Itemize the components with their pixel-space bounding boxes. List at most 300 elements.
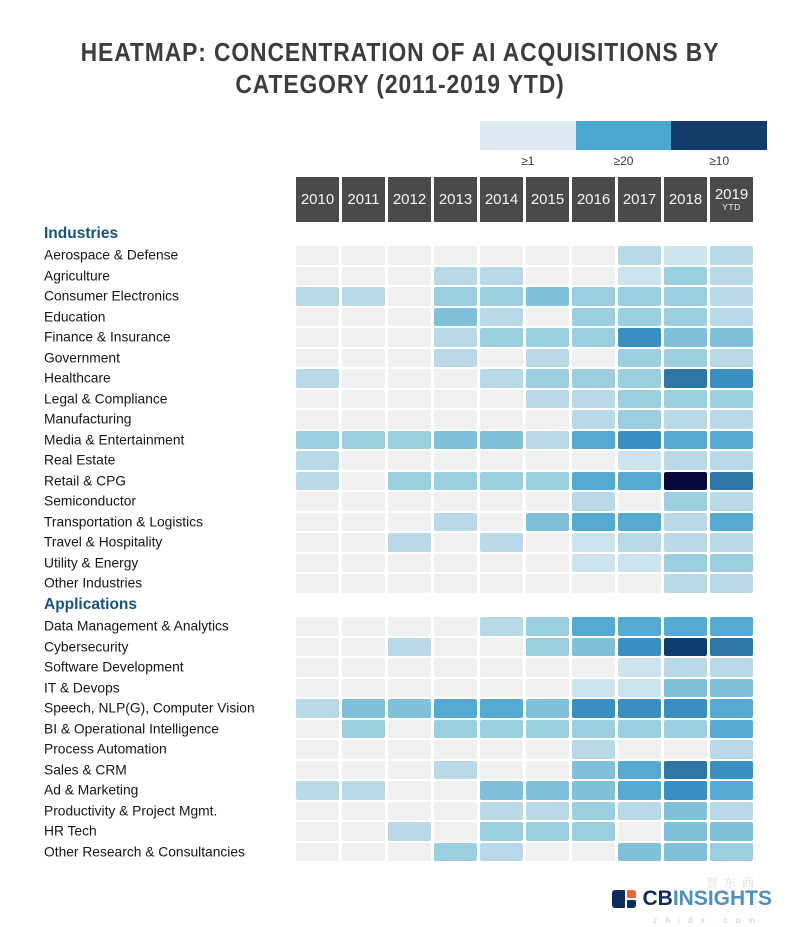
row-cells [296, 246, 756, 265]
year-header-2011 [342, 177, 385, 222]
heatmap-cell [296, 513, 339, 532]
heatmap-cell [480, 802, 523, 821]
heatmap-cell [342, 328, 385, 347]
heatmap-cell [342, 822, 385, 841]
heatmap-cell [572, 679, 615, 698]
heatmap-cell [526, 410, 569, 429]
year-header-label: 2011 [347, 190, 380, 208]
heatmap-cell [618, 410, 661, 429]
heatmap-cell [664, 761, 707, 780]
heatmap-row [0, 842, 800, 863]
heatmap-cell [526, 492, 569, 511]
legend-segment [480, 121, 576, 150]
row-label: Finance & Insurance [44, 329, 171, 345]
year-header-2018 [664, 177, 707, 222]
heatmap-cell [664, 492, 707, 511]
heatmap-cell [710, 410, 753, 429]
row-cells [296, 843, 756, 862]
heatmap-cell [342, 369, 385, 388]
heatmap-row [0, 532, 800, 553]
heatmap-cell [388, 720, 431, 739]
heatmap-cell [618, 617, 661, 636]
heatmap-cell [572, 246, 615, 265]
legend-color-bar [480, 121, 767, 150]
heatmap-cell [710, 761, 753, 780]
heatmap-cell [710, 513, 753, 532]
heatmap-cell [434, 349, 477, 368]
row-cells [296, 740, 756, 759]
heatmap-cell [434, 699, 477, 718]
heatmap-cell [664, 349, 707, 368]
heatmap-cell [618, 513, 661, 532]
heatmap-cell [388, 349, 431, 368]
heatmap-cell [434, 267, 477, 286]
logo-block-orange [627, 890, 636, 898]
row-label: Manufacturing [44, 411, 132, 427]
heatmap-cell [296, 451, 339, 470]
heatmap-cell [710, 308, 753, 327]
heatmap-row [0, 307, 800, 328]
heatmap-cell [572, 369, 615, 388]
cbinsights-logo [612, 887, 772, 911]
heatmap-cell [480, 617, 523, 636]
heatmap-row [0, 678, 800, 699]
row-label: Government [44, 350, 120, 366]
page-title [48, 36, 752, 100]
heatmap-cell [618, 554, 661, 573]
heatmap-cell [572, 574, 615, 593]
heatmap-cell [388, 328, 431, 347]
heatmap-cell [572, 638, 615, 657]
heatmap-cell [388, 431, 431, 450]
heatmap-cell [434, 451, 477, 470]
row-label: Real Estate [44, 452, 116, 468]
heatmap-cell [526, 513, 569, 532]
heatmap-cell [710, 679, 753, 698]
heatmap-cell [618, 658, 661, 677]
heatmap-cell [434, 740, 477, 759]
heatmap-cell [388, 699, 431, 718]
heatmap-cell [664, 451, 707, 470]
heatmap-cell [434, 246, 477, 265]
heatmap-cell [526, 574, 569, 593]
heatmap-cell [480, 720, 523, 739]
heatmap-cell [618, 369, 661, 388]
heatmap-cell [526, 679, 569, 698]
heatmap-cell [572, 431, 615, 450]
heatmap-row [0, 512, 800, 533]
heatmap-cell [526, 431, 569, 450]
heatmap-cell [480, 554, 523, 573]
heatmap-cell [296, 658, 339, 677]
heatmap-cell [342, 349, 385, 368]
heatmap-cell [388, 369, 431, 388]
row-cells [296, 308, 756, 327]
heatmap-cell [710, 554, 753, 573]
row-label: BI & Operational Intelligence [44, 721, 219, 737]
heatmap-cell [434, 802, 477, 821]
heatmap-row [0, 739, 800, 760]
heatmap-cell [434, 720, 477, 739]
heatmap-cell [618, 492, 661, 511]
heatmap-row [0, 780, 800, 801]
row-cells [296, 638, 756, 657]
heatmap-row [0, 409, 800, 430]
heatmap-cell [572, 492, 615, 511]
row-label: Semiconductor [44, 493, 137, 509]
heatmap-cell [664, 679, 707, 698]
heatmap-cell [342, 638, 385, 657]
heatmap-cell [434, 822, 477, 841]
heatmap-cell [664, 843, 707, 862]
row-cells [296, 328, 756, 347]
heatmap-cell [342, 658, 385, 677]
row-cells [296, 617, 756, 636]
heatmap-cell [526, 308, 569, 327]
heatmap-cell [296, 308, 339, 327]
heatmap-row [0, 389, 800, 410]
heatmap-cell [388, 554, 431, 573]
legend-label: ≥10 [709, 154, 730, 168]
heatmap-cell [342, 802, 385, 821]
heatmap-cell [342, 492, 385, 511]
heatmap-cell [388, 308, 431, 327]
heatmap-cell [618, 451, 661, 470]
row-label: HR Tech [44, 823, 97, 839]
heatmap-cell [388, 658, 431, 677]
heatmap-cell [388, 533, 431, 552]
row-label: Speech, NLP(G), Computer Vision [44, 700, 255, 716]
heatmap-cell [342, 720, 385, 739]
watermark-url: z h i d x . c o m [653, 916, 758, 925]
heatmap-cell [434, 761, 477, 780]
heatmap-cell [480, 781, 523, 800]
legend-label: ≥20 [613, 154, 634, 168]
heatmap-cell [526, 720, 569, 739]
heatmap-cell [342, 431, 385, 450]
year-header-2013 [434, 177, 477, 222]
heatmap-cell [572, 554, 615, 573]
legend-segment [671, 121, 767, 150]
heatmap-cell [664, 513, 707, 532]
row-cells [296, 554, 756, 573]
row-label: Utility & Energy [44, 555, 139, 571]
row-label: Legal & Compliance [44, 391, 168, 407]
heatmap-cell [296, 761, 339, 780]
heatmap-cell [388, 761, 431, 780]
heatmap-cell [572, 658, 615, 677]
row-label: Sales & CRM [44, 762, 127, 778]
heatmap-row [0, 491, 800, 512]
heatmap-cell [296, 617, 339, 636]
heatmap-row [0, 801, 800, 822]
heatmap-cell [710, 369, 753, 388]
heatmap-row [0, 553, 800, 574]
row-label: IT & Devops [44, 680, 120, 696]
heatmap-cell [296, 287, 339, 306]
heatmap-cell [526, 617, 569, 636]
heatmap-cell [618, 679, 661, 698]
heatmap-cell [572, 720, 615, 739]
heatmap-cell [526, 761, 569, 780]
heatmap-cell [710, 699, 753, 718]
heatmap-cell [388, 679, 431, 698]
row-cells [296, 287, 756, 306]
heatmap-cell [296, 843, 339, 862]
year-header-2012 [388, 177, 431, 222]
logo-text-insights: INSIGHTS [672, 887, 772, 910]
heatmap-cell [618, 431, 661, 450]
heatmap-cell [572, 349, 615, 368]
heatmap-cell [342, 617, 385, 636]
heatmap-cell [480, 761, 523, 780]
row-label: Media & Entertainment [44, 432, 185, 448]
heatmap-cell [480, 638, 523, 657]
heatmap-cell [526, 369, 569, 388]
heatmap-cell [526, 451, 569, 470]
heatmap-cell [710, 472, 753, 491]
heatmap-cell [664, 554, 707, 573]
heatmap-cell [572, 472, 615, 491]
heatmap-row [0, 348, 800, 369]
heatmap-cell [710, 802, 753, 821]
heatmap-row [0, 327, 800, 348]
heatmap-cell [434, 410, 477, 429]
heatmap-cell [388, 843, 431, 862]
heatmap-cell [480, 822, 523, 841]
heatmap-cell [480, 349, 523, 368]
heatmap-cell [434, 638, 477, 657]
heatmap-cell [342, 574, 385, 593]
heatmap-cell [342, 699, 385, 718]
heatmap-cell [526, 246, 569, 265]
heatmap-cell [710, 349, 753, 368]
heatmap-cell [526, 638, 569, 657]
heatmap-cell [342, 533, 385, 552]
heatmap-cell [434, 781, 477, 800]
legend-labels [480, 150, 767, 168]
row-label: Cybersecurity [44, 639, 129, 655]
heatmap-cell [618, 720, 661, 739]
heatmap-cell [618, 246, 661, 265]
heatmap-cell [526, 390, 569, 409]
heatmap-cell [480, 287, 523, 306]
heatmap-cell [434, 390, 477, 409]
heatmap-cell [664, 328, 707, 347]
heatmap-cell [388, 390, 431, 409]
heatmap-cell [664, 533, 707, 552]
heatmap-cell [526, 740, 569, 759]
heatmap-cell [388, 287, 431, 306]
row-label: Other Industries [44, 575, 143, 591]
row-label: Software Development [44, 659, 184, 675]
heatmap-cell [434, 658, 477, 677]
legend [480, 121, 767, 168]
heatmap-cell [710, 390, 753, 409]
heatmap-cell [388, 802, 431, 821]
heatmap-cell [342, 761, 385, 780]
row-label: Productivity & Project Mgmt. [44, 803, 218, 819]
heatmap-cell [480, 492, 523, 511]
heatmap-cell [526, 843, 569, 862]
heatmap-cell [618, 287, 661, 306]
logo-text-cb: CB [642, 887, 673, 910]
heatmap-cell [342, 390, 385, 409]
heatmap-cell [342, 781, 385, 800]
heatmap-cell [434, 328, 477, 347]
year-header-label: 2010 [300, 190, 335, 208]
row-label: Transportation & Logistics [44, 514, 203, 530]
heatmap-cell [296, 431, 339, 450]
heatmap-cell [480, 369, 523, 388]
heatmap-cell [388, 472, 431, 491]
heatmap-cell [388, 617, 431, 636]
heatmap-row [0, 760, 800, 781]
heatmap-cell [480, 451, 523, 470]
heatmap-row [0, 368, 800, 389]
heatmap-cell [572, 822, 615, 841]
heatmap-cell [572, 267, 615, 286]
heatmap-cell [480, 658, 523, 677]
heatmap-cell [388, 822, 431, 841]
heatmap-cell [526, 472, 569, 491]
heatmap-cell [664, 308, 707, 327]
section-heading-industries: Industries [44, 225, 119, 242]
heatmap-cell [526, 781, 569, 800]
heatmap-row [0, 719, 800, 740]
heatmap-cell [296, 492, 339, 511]
heatmap-cell [572, 410, 615, 429]
heatmap-cell [572, 617, 615, 636]
heatmap-cell [388, 781, 431, 800]
heatmap-cell [296, 720, 339, 739]
heatmap-cell [618, 761, 661, 780]
heatmap-cell [618, 802, 661, 821]
heatmap-cell [480, 513, 523, 532]
heatmap-cell [480, 533, 523, 552]
heatmap-cell [618, 638, 661, 657]
heatmap-cell [296, 369, 339, 388]
year-header-label: 2015 [530, 190, 565, 208]
heatmap-cell [388, 451, 431, 470]
year-header-label: 2016 [576, 190, 611, 208]
heatmap-cell [572, 781, 615, 800]
heatmap-cell [296, 699, 339, 718]
row-label: Process Automation [44, 741, 167, 757]
heatmap-cell [296, 781, 339, 800]
row-label: Education [44, 309, 106, 325]
heatmap-cell [296, 410, 339, 429]
heatmap-row [0, 266, 800, 287]
row-cells [296, 267, 756, 286]
heatmap-cell [342, 267, 385, 286]
year-header-label: 2014 [484, 190, 519, 208]
heatmap-row [0, 657, 800, 678]
heatmap-cell [618, 781, 661, 800]
heatmap-cell [434, 308, 477, 327]
heatmap-cell [710, 574, 753, 593]
row-cells [296, 533, 756, 552]
row-label: Other Research & Consultancies [44, 844, 245, 860]
heatmap-cell [710, 638, 753, 657]
heatmap-cell [342, 843, 385, 862]
footer [522, 876, 772, 925]
heatmap-cell [664, 638, 707, 657]
row-label: Healthcare [44, 370, 111, 386]
heatmap-cell [710, 492, 753, 511]
heatmap-cell [526, 658, 569, 677]
heatmap-cell [342, 287, 385, 306]
heatmap-row [0, 286, 800, 307]
heatmap-cell [434, 617, 477, 636]
heatmap-cell [434, 369, 477, 388]
year-header-2014 [480, 177, 523, 222]
heatmap-cell [710, 267, 753, 286]
heatmap-cell [526, 699, 569, 718]
heatmap-cell [710, 328, 753, 347]
heatmap-cell [296, 533, 339, 552]
heatmap-cell [664, 720, 707, 739]
heatmap-cell [434, 513, 477, 532]
heatmap-cell [388, 638, 431, 657]
heatmap-cell [710, 740, 753, 759]
watermark-text: 智东西 [705, 876, 760, 890]
heatmap-cell [710, 781, 753, 800]
row-cells [296, 720, 756, 739]
heatmap-cell [480, 410, 523, 429]
heatmap-cell [618, 699, 661, 718]
heatmap-cell [434, 574, 477, 593]
heatmap-cell [618, 843, 661, 862]
heatmap-cell [664, 617, 707, 636]
heatmap-cell [296, 328, 339, 347]
year-header-2017 [618, 177, 661, 222]
heatmap-cell [342, 308, 385, 327]
heatmap-cell [572, 513, 615, 532]
heatmap-row [0, 573, 800, 594]
heatmap-cell [434, 533, 477, 552]
heatmap-row [0, 245, 800, 266]
heatmap-cell [480, 679, 523, 698]
heatmap-cell [296, 822, 339, 841]
heatmap-cell [572, 287, 615, 306]
heatmap-cell [526, 554, 569, 573]
heatmap-cell [388, 513, 431, 532]
year-header-2010 [296, 177, 339, 222]
heatmap-cell [296, 574, 339, 593]
heatmap-cell [296, 679, 339, 698]
heatmap-cell [342, 679, 385, 698]
heatmap-cell [388, 267, 431, 286]
year-column-headers [296, 177, 756, 222]
heatmap-cell [480, 574, 523, 593]
year-header-2015 [526, 177, 569, 222]
heatmap-cell [526, 287, 569, 306]
heatmap-row [0, 471, 800, 492]
heatmap-cell [618, 822, 661, 841]
heatmap-cell [710, 617, 753, 636]
row-cells [296, 761, 756, 780]
heatmap-cell [664, 574, 707, 593]
heatmap-cell [664, 431, 707, 450]
heatmap-cell [434, 287, 477, 306]
heatmap-cell [480, 308, 523, 327]
heatmap-cell [296, 740, 339, 759]
heatmap-cell [710, 533, 753, 552]
heatmap-cell [572, 740, 615, 759]
heatmap-cell [572, 843, 615, 862]
logo-block-navy-left [612, 890, 625, 908]
